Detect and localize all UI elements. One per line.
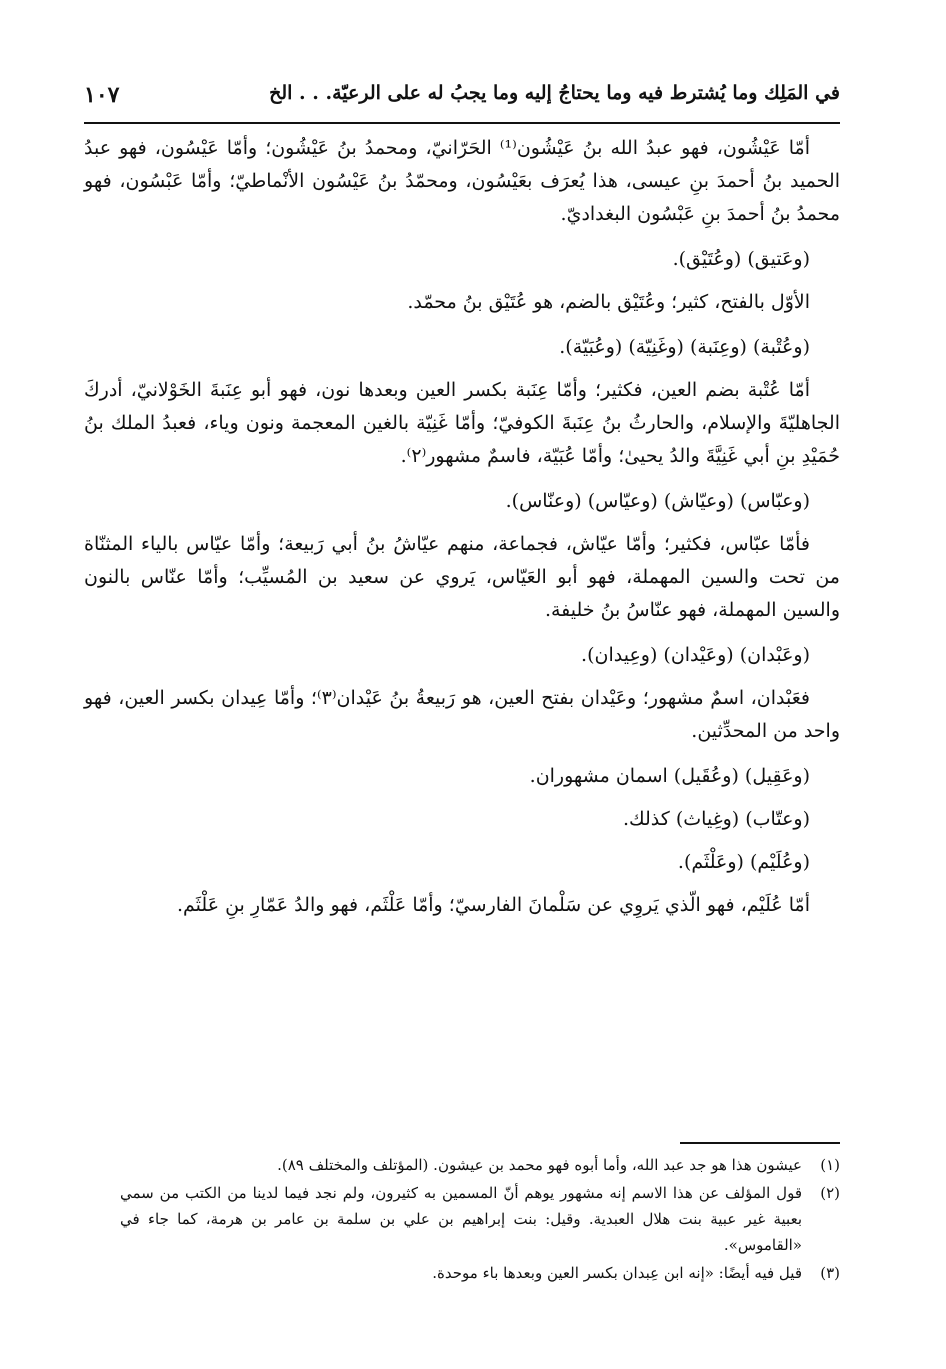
footnote-text: قيل فيه أيضًا: «إنه ابن عِبدان بكسر العين وبعدها باء موحدة. bbox=[432, 1264, 802, 1282]
paragraph: الأوّل بالفتح، كثير؛ وعُتَيْق بالضم، هو عُتَيْق بنُ محمّد. bbox=[407, 291, 810, 313]
footnote bbox=[120, 1260, 840, 1286]
entry-heading: (وعَتيق) (وعُتَيْق). bbox=[672, 248, 810, 270]
main-text bbox=[84, 132, 840, 934]
paragraph: فأمّا عبّاس، فكثير؛ وأمّا عيّاش، فجماعة، منهم عيّاشُ بنُ أبي رَبيعة؛ وأمّا عيّاس بالياء المثنّاة من تحت والسين المهملة، فهو أبو العَيّاس، يَروي عن سعيد بن المُسيِّب؛ وأمّا عنّاس بالنون والسين المهملة، فهو عنّاسُ بنُ خليفة. bbox=[84, 533, 840, 621]
entry-heading: (وعُتْبة) (وعِنَبة) (وغَنِيّة) (وعُبَيّة). bbox=[559, 336, 810, 358]
footnote-text: عيشون هذا هو جد عبد الله، وأما أبوه فهو محمد بن عيشون. (المؤتلف والمختلف ٨٩). bbox=[277, 1156, 802, 1174]
entry-heading: (وعَبْدان) (وعَيْدان) (وعِيدان). bbox=[581, 644, 810, 666]
entry-heading: (وعُلَيْم) (وعَلْثَم). bbox=[677, 851, 810, 873]
footnote-number: (٢) bbox=[820, 1184, 840, 1202]
entry-heading: (وعَقِيل) (وعُقَيل) اسمان مشهوران. bbox=[529, 765, 810, 787]
footnote bbox=[120, 1180, 840, 1258]
running-header bbox=[84, 80, 840, 124]
paragraph: فعَبْدان، اسمٌ مشهور؛ وعَيْدان بفتح العين، هو رَبيعةُ بنُ عَيْدان⁽٣⁾؛ وأمّا عِيدان بكسر العين، فهو واحد من المحدِّثين. bbox=[84, 687, 840, 742]
paragraph: أمّا عُلَيْم، فهو الّذي يَروِي عن سَلْمانَ الفارسيّ؛ وأمّا عَلْثَم، فهو والدُ عَمّارِ بنِ عَلْثَم. bbox=[176, 894, 810, 916]
footnote bbox=[120, 1152, 840, 1178]
footnote-number: (١) bbox=[820, 1156, 840, 1174]
paragraph: أمّا عَيْشُون، فهو عبدُ الله بنُ عَيْشُون⁽¹⁾ الحَرّانيّ، ومحمدُ بنُ عَيْشُون؛ وأمّا عَيْسُون، فهو عبدُ الحميد بنُ أحمدَ بنِ عيسى، هذا يُعرَف بعَيْسُون، ومحمّدُ بنُ عَيْسُون الأنْماطيّ؛ وأمّا عَبْسُون، فهو محمدُ بنُ أحمدَ بنِ عَبْسُون البغداديّ. bbox=[84, 137, 840, 225]
footnotes bbox=[120, 1152, 840, 1288]
page-number: ١٠٧ bbox=[84, 82, 120, 108]
footnote-number: (٣) bbox=[820, 1264, 840, 1282]
running-title: في المَلِك وما يُشترط فيه وما يحتاجُ إليه وما يجبُ له على الرعيّة. . . الخ bbox=[269, 82, 840, 104]
entry-heading: (وعتّاب) (وغِياث) كذلك. bbox=[622, 808, 810, 830]
footnote-text: قول المؤلف عن هذا الاسم إنه مشهور يوهم أنّ المسمين به كثيرون، ولم نجد فيما لدينا من الكتب من سمي بعبية غير عبية بنت هلال العبدية. وقيل: بنت إبراهيم بن علي بن سلمة بن عامر بن هرمة، كما جاء في «القاموس». bbox=[120, 1184, 802, 1254]
footnote-divider bbox=[680, 1142, 840, 1144]
entry-heading: (وعبّاس) (وعيّاش) (وعيّاس) (وعنّاس). bbox=[505, 490, 810, 512]
paragraph: أمّا عُتْبة بضم العين، فكثير؛ وأمّا عِنَبة بكسر العين وبعدها نون، فهو أبو عِنَبةَ الخَوْلانيّ، أدركَ الجاهليّةَ والإسلام، والحارثُ بنُ عِنَبةَ الكوفيّ؛ وأمّا غَنِيّة بالغين المعجمة ونون وياء، فعبدُ الملك بنُ حُمَيْدِ بنِ أبي غَنِيَّةَ والدُ يحيىٰ؛ وأمّا عُبَيّة، فاسمٌ مشهور⁽٢⁾. bbox=[84, 379, 840, 467]
